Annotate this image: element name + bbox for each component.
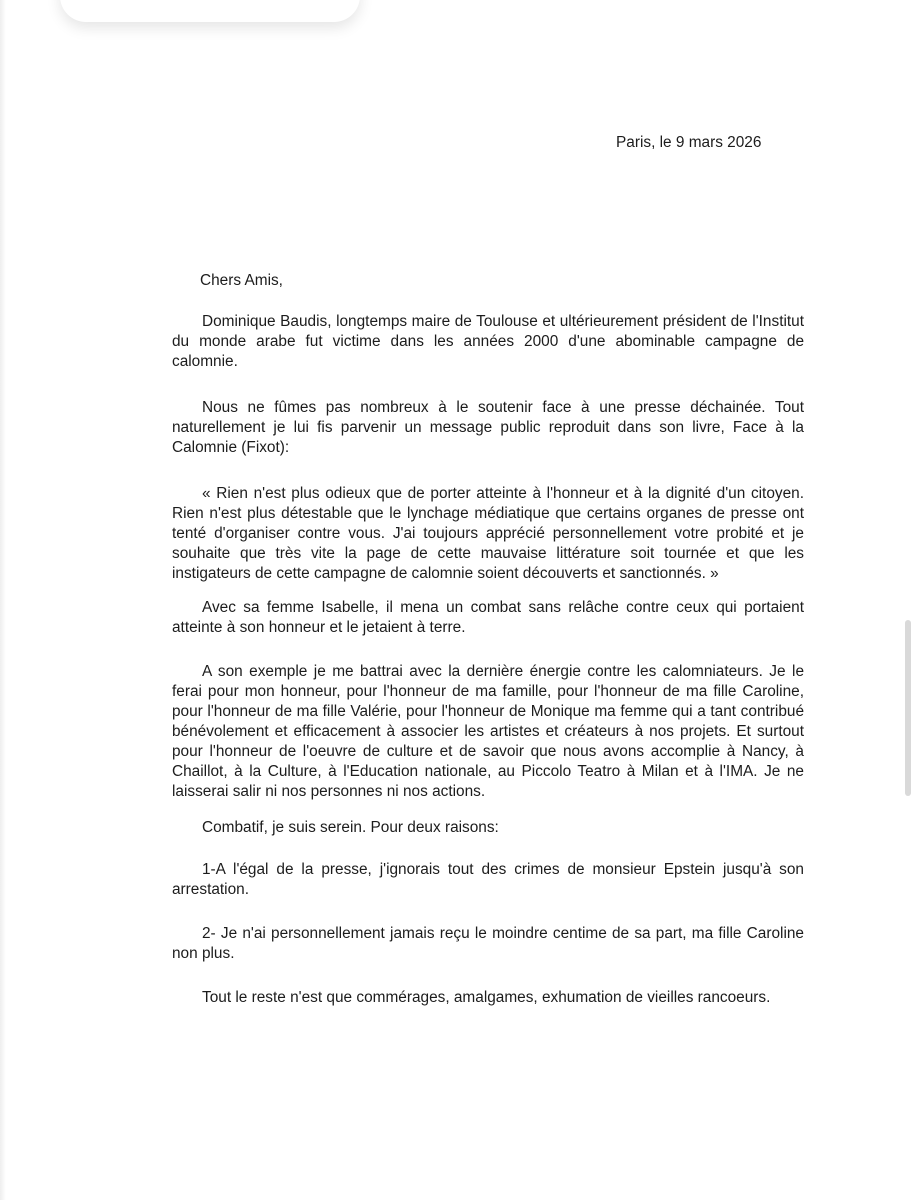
paragraph-baudis-intro: Dominique Baudis, longtemps maire de Toulouse et ultérieurement président de l'Institut du monde arabe fut victime dans les années 2000 d'une abominable campagne de calomnie. — [172, 313, 804, 370]
paragraph-support-message: Nous ne fûmes pas nombreux à le soutenir face à une presse déchainée. Tout naturellement je lui fis parvenir un message public reproduit dans son livre, Face à la Calomnie (Fixot): — [172, 399, 804, 456]
previous-page-card — [60, 0, 360, 22]
letter-greeting: Chers Amis, — [200, 272, 283, 289]
letter-date: Paris, le 9 mars 2026 — [616, 134, 762, 151]
paragraph-serene: Combatif, je suis serein. Pour deux raisons: — [202, 819, 499, 836]
scrollbar-thumb[interactable] — [905, 620, 911, 796]
paragraph-honour: A son exemple je me battrai avec la dernière énergie contre les calomniateurs. Je le ferai pour mon honneur, pour l'honneur de ma famille, pour l'honneur de ma fille Caroline, pour l'honneur de ma fille Valérie, pour l'honneur de Monique ma femme qui a tant contribué bénévolement et efficacement à associer les artistes et créateurs à nos projets. Et surtout pour l'honneur de l'oeuvre de culture et de savoir que nous avons accomplie à Nancy, à Chaillot, à la Culture, à l'Education nationale, au Piccolo Teatro à Milan et à l'IMA. Je ne laisserai salir ni nos personnes ni nos actions. — [172, 663, 804, 800]
paragraph-closing: Tout le reste n'est que commérages, amalgames, exhumation de vieilles rancoeurs. — [202, 989, 771, 1006]
paragraph-reason-one: 1-A l'égal de la presse, j'ignorais tout des crimes de monsieur Epstein jusqu'à son arrestation. — [172, 861, 804, 898]
paragraph-reason-two: 2- Je n'ai personnellement jamais reçu le moindre centime de sa part, ma fille Caroline non plus. — [172, 925, 804, 962]
paragraph-quoted-message: « Rien n'est plus odieux que de porter atteinte à l'honneur et à la dignité d'un citoyen. Rien n'est plus détestable que le lynchage médiatique que certains organes de presse ont tenté d'organiser contre vous. J'ai toujours apprécié personnellement votre probité et je souhaite que très vite la page de cette mauvaise littérature soit tournée et que les instigateurs de cette campagne de calomnie soient découverts et sanctionnés. » — [172, 485, 804, 582]
page-left-edge — [0, 0, 6, 1200]
paragraph-isabelle: Avec sa femme Isabelle, il mena un combat sans relâche contre ceux qui portaient atteinte à son honneur et le jetaient à terre. — [172, 599, 804, 636]
